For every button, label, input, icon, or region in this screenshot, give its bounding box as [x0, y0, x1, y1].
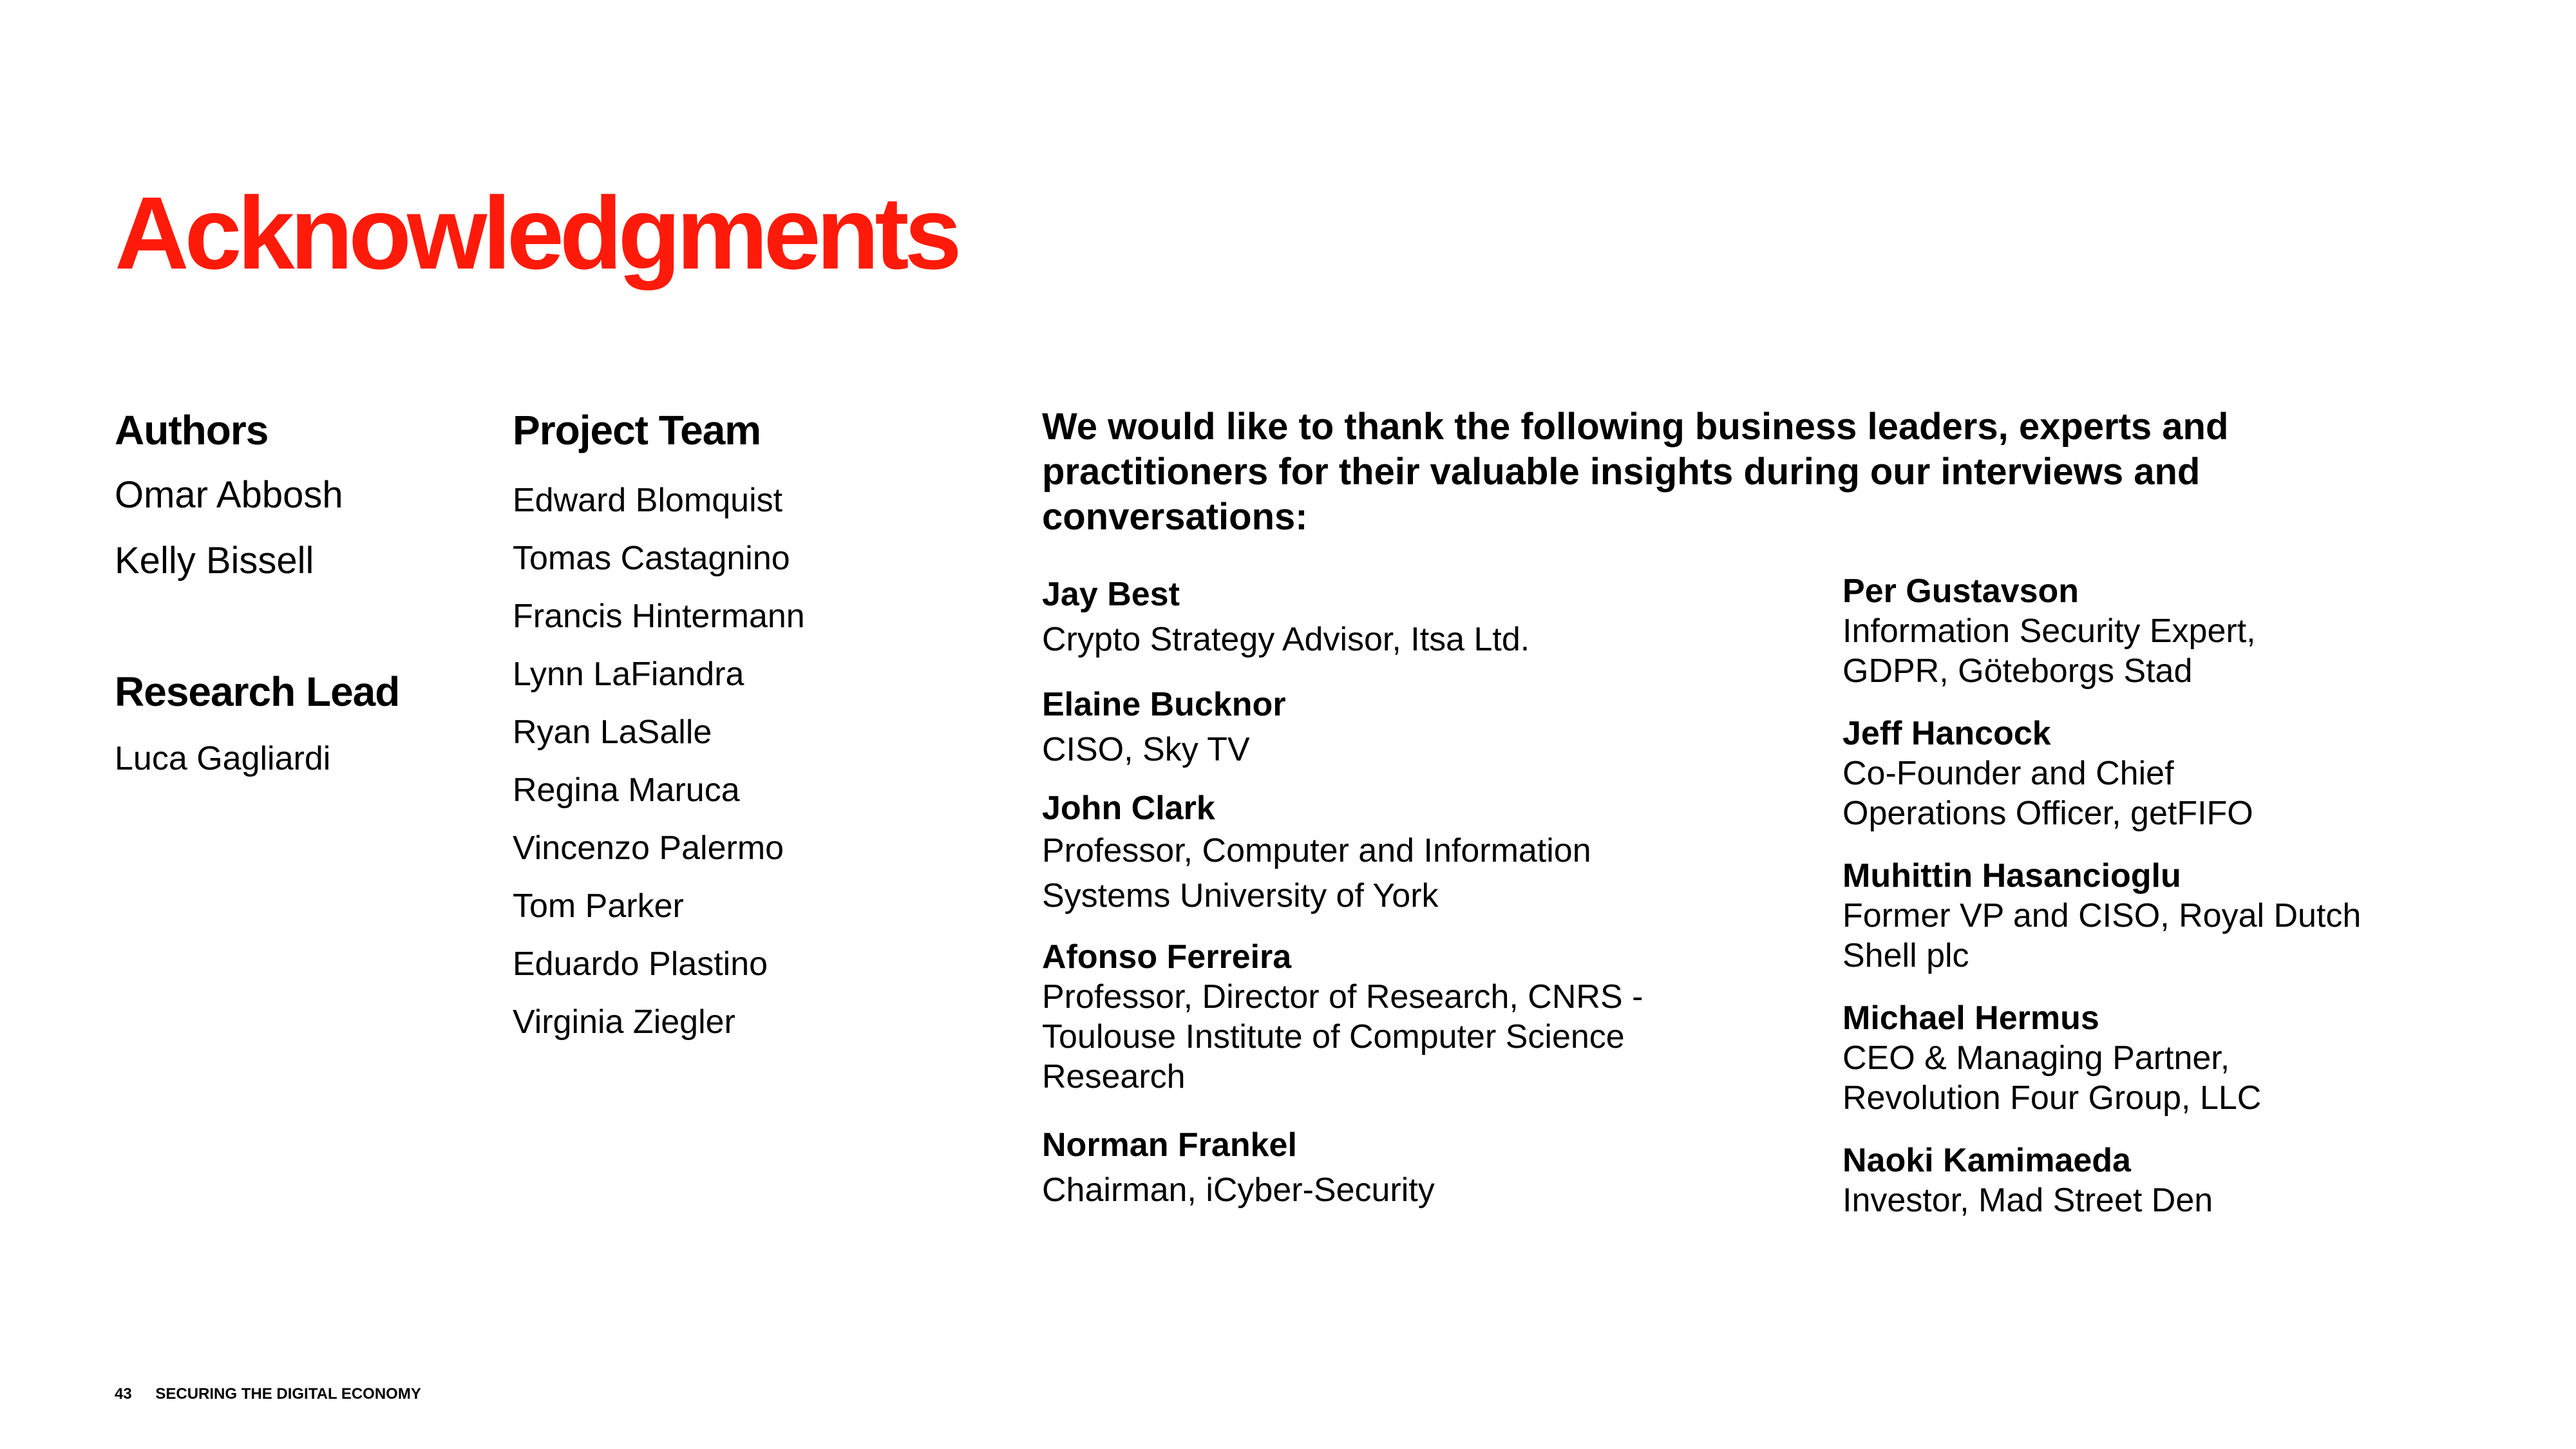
- contact-entry: [1042, 574, 1686, 659]
- authors-heading: Authors: [115, 407, 269, 453]
- thanks-intro: We would like to thank the following business leaders, experts and practitioners for their valuable insights during our interviews and conversations:: [1042, 406, 2229, 538]
- contact-entry: [1842, 571, 2306, 691]
- contact-role: Information Security Expert, GDPR, Göteborgs Stad: [1842, 612, 2256, 690]
- contact-role: Chairman, iCyber-Security: [1042, 1171, 1435, 1209]
- page-footer: [115, 1385, 421, 1403]
- team-member: Vincenzo Palermo: [513, 829, 784, 867]
- contact-role: Former VP and CISO, Royal Dutch Shell plc: [1842, 897, 2362, 974]
- team-member: Regina Maruca: [513, 772, 740, 809]
- contact-entry: [1842, 1141, 2358, 1220]
- team-member: Eduardo Plastino: [513, 945, 768, 983]
- research-lead-heading: Research Lead: [115, 668, 400, 715]
- project-team-heading: Project Team: [513, 407, 761, 453]
- page-number: 43: [115, 1385, 132, 1403]
- contact-name: John Clark: [1042, 790, 1215, 827]
- team-member: Lynn LaFiandra: [513, 656, 744, 693]
- contact-name: Elaine Bucknor: [1042, 686, 1286, 723]
- contact-role: Crypto Strategy Advisor, Itsa Ltd.: [1042, 621, 1530, 658]
- contact-name: Naoki Kamimaeda: [1842, 1142, 2131, 1179]
- contact-entry: [1042, 1125, 1686, 1210]
- contact-name: Jeff Hancock: [1842, 715, 2051, 752]
- contact-entry: [1042, 685, 1686, 770]
- contact-name: Afonso Ferreira: [1042, 938, 1292, 976]
- contact-entry: [1042, 937, 1686, 1097]
- contact-name: Michael Hermus: [1842, 999, 2099, 1037]
- contact-role: Professor, Computer and Information Systems University of York: [1042, 832, 1591, 914]
- contact-name: Jay Best: [1042, 576, 1180, 613]
- author-name: Kelly Bissell: [115, 540, 314, 582]
- team-member: Tom Parker: [513, 887, 684, 925]
- contact-role: Co-Founder and Chief Operations Officer, getFIFO: [1842, 755, 2253, 832]
- contact-entry: [1842, 714, 2306, 833]
- contact-entry: [1842, 998, 2319, 1118]
- publication-title: SECURING THE DIGITAL ECONOMY: [155, 1385, 421, 1403]
- contact-role: CEO & Managing Partner, Revolution Four Group, LLC: [1842, 1039, 2262, 1117]
- team-member: Virginia Ziegler: [513, 1003, 735, 1041]
- contact-role: Professor, Director of Research, CNRS - Toulouse Institute of Computer Science Research: [1042, 978, 1643, 1095]
- contact-entry: [1842, 856, 2371, 976]
- team-member: Edward Blomquist: [513, 482, 783, 519]
- contact-name: Norman Frankel: [1042, 1126, 1297, 1164]
- team-member: Tomas Castagnino: [513, 540, 790, 577]
- research-lead-name: Luca Gagliardi: [115, 740, 331, 777]
- page-title: Acknowledgments: [115, 175, 958, 290]
- contact-entry: [1042, 788, 1660, 918]
- team-member: Ryan LaSalle: [513, 714, 712, 751]
- contact-role: Investor, Mad Street Den: [1842, 1182, 2213, 1219]
- contact-role: CISO, Sky TV: [1042, 731, 1250, 768]
- team-member: Francis Hintermann: [513, 598, 805, 635]
- contact-name: Per Gustavson: [1842, 573, 2079, 610]
- author-name: Omar Abbosh: [115, 474, 343, 516]
- contact-name: Muhittin Hasancioglu: [1842, 857, 2181, 895]
